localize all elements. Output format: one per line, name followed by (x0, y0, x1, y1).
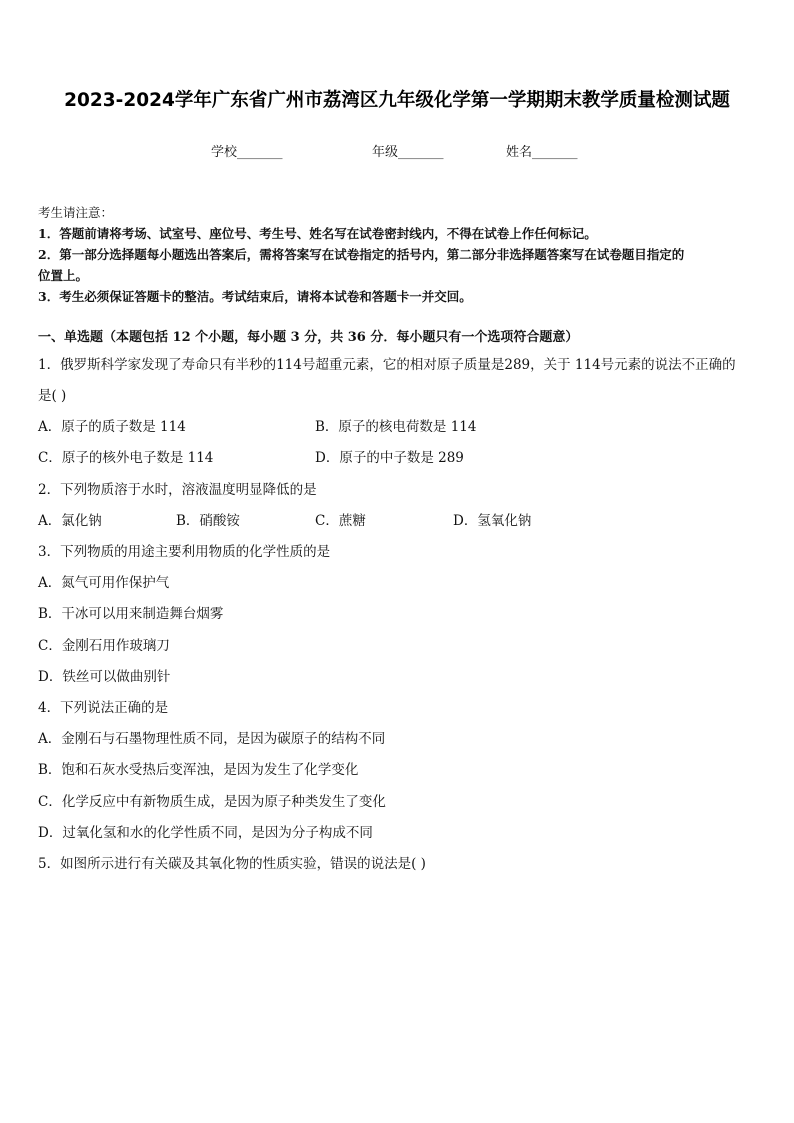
q4-option-c[interactable]: C．化学反应中有新物质生成，是因为原子种类发生了变化 (38, 794, 386, 810)
name-field[interactable]: 姓名_______ (506, 145, 578, 160)
q2-option-a[interactable]: A．氯化钠 (38, 513, 102, 529)
q2-option-d[interactable]: D．氢氧化钠 (453, 513, 532, 529)
page-title: 2023-2024学年广东省广州市荔湾区九年级化学第一学期期末教学质量检测试题 (64, 90, 730, 111)
q3-option-b[interactable]: B．干冰可以用来制造舞台烟雾 (38, 606, 224, 622)
q4-option-d[interactable]: D．过氧化氢和水的化学性质不同，是因为分子构成不同 (38, 825, 373, 841)
q1-option-d[interactable]: D．原子的中子数是 289 (315, 450, 464, 466)
notice-item-2-cont: 位置上。 (38, 268, 89, 283)
q3-option-d[interactable]: D．铁丝可以做曲别针 (38, 669, 171, 685)
q2-option-c[interactable]: C．蔗糖 (315, 513, 366, 529)
notice-heading: 考生请注意： (38, 205, 114, 220)
q3-option-c[interactable]: C．金刚石用作玻璃刀 (38, 638, 170, 654)
section-title-single-choice: 一、单选题（本题包括 12 个小题，每小题 3 分，共 36 分．每小题只有一个选项符合题意） (38, 330, 579, 345)
q1-option-b[interactable]: B．原子的核电荷数是 114 (315, 419, 477, 435)
q2-stem: 2．下列物质溶于水时，溶液温度明显降低的是 (38, 482, 317, 498)
notice-item-3: 3．考生必须保证答题卡的整洁。考试结束后，请将本试卷和答题卡一并交回。 (38, 289, 472, 304)
q1-option-c[interactable]: C．原子的核外电子数是 114 (38, 450, 214, 466)
q4-option-a[interactable]: A．金刚石与石墨物理性质不同，是因为碳原子的结构不同 (38, 731, 386, 747)
q2-option-b[interactable]: B．硝酸铵 (176, 513, 240, 529)
q3-stem: 3．下列物质的用途主要利用物质的化学性质的是 (38, 544, 331, 560)
q1-option-a[interactable]: A．原子的质子数是 114 (38, 419, 186, 435)
school-field[interactable]: 学校_______ (211, 145, 283, 160)
q1-stem-line-1: 1．俄罗斯科学家发现了寿命只有半秒的114号超重元素，它的相对原子质量是289，关于 114号元素的说法不正确的 (38, 357, 736, 373)
q5-stem: 5．如图所示进行有关碳及其氧化物的性质实验，错误的说法是( ) (38, 856, 426, 872)
notice-item-2: 2．第一部分选择题每小题选出答案后，需将答案写在试卷指定的括号内，第二部分非选择题答案写在试卷题目指定的 (38, 247, 685, 262)
candidate-notice (38, 202, 760, 307)
grade-field[interactable]: 年级_______ (372, 145, 444, 160)
q4-option-b[interactable]: B．饱和石灰水受热后变浑浊，是因为发生了化学变化 (38, 762, 359, 778)
notice-item-1: 1．答题前请将考场、试室号、座位号、考生号、姓名写在试卷密封线内，不得在试卷上作任何标记。 (38, 226, 597, 241)
q3-option-a[interactable]: A．氮气可用作保护气 (38, 575, 170, 591)
q4-stem: 4．下列说法正确的是 (38, 700, 169, 716)
q1-stem-line-2: 是( ) (38, 388, 67, 404)
